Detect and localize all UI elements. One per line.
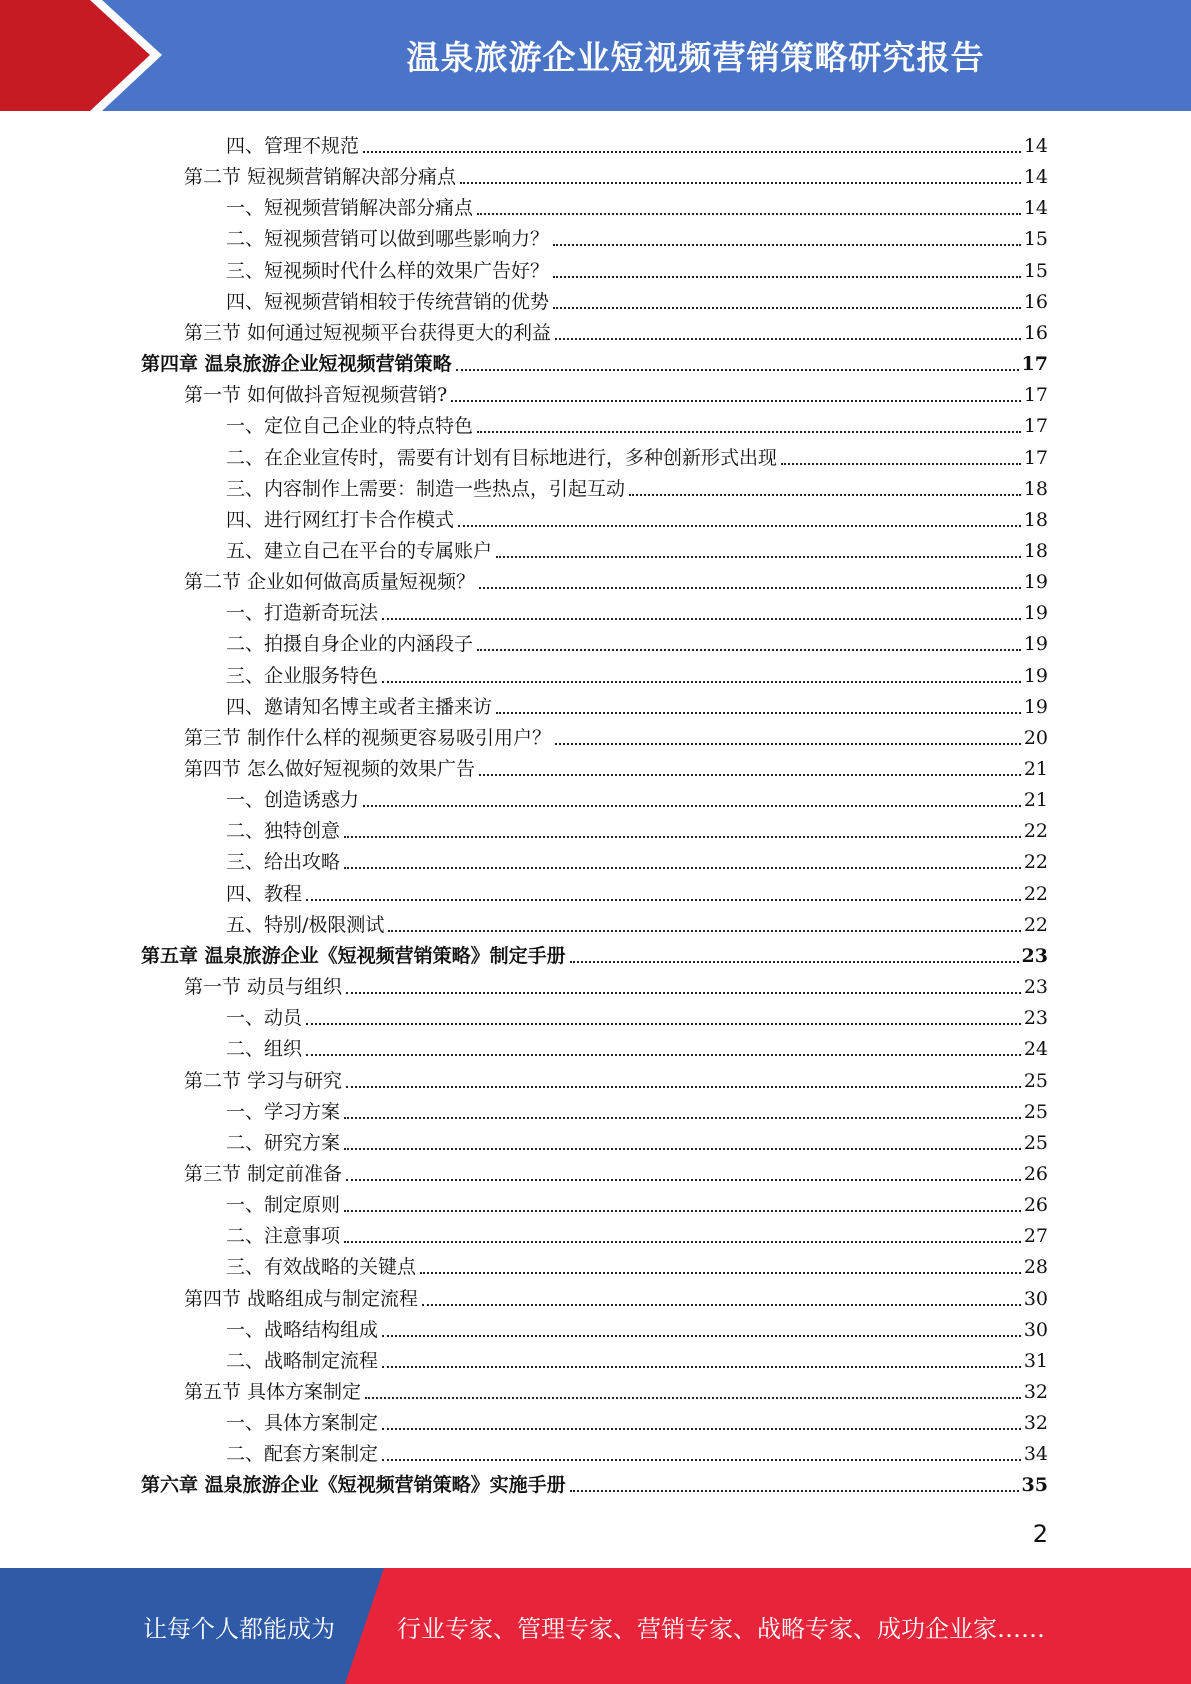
toc-entry[interactable] (226, 252, 1048, 283)
toc-entry[interactable] (226, 1311, 1048, 1342)
toc-dot-leader (553, 276, 1021, 278)
toc-entry-label: 第二节 学习与研究 (184, 1069, 343, 1092)
toc-entry[interactable] (226, 843, 1048, 874)
toc-entry-label: 二、短视频营销可以做到哪些影响力？ (226, 228, 550, 251)
toc-entry[interactable] (184, 314, 1048, 345)
toc-entry-label: 第四章 温泉旅游企业短视频营销策略 (141, 353, 452, 376)
toc-dot-leader (477, 431, 1021, 433)
toc-entry-label: 第一节 动员与组织 (184, 976, 343, 999)
toc-dot-leader (382, 618, 1021, 620)
toc-dot-leader (496, 556, 1021, 558)
toc-entry-page: 24 (1023, 1038, 1048, 1061)
toc-entry-page: 31 (1023, 1349, 1048, 1372)
toc-entry-label: 二、研究方案 (226, 1131, 341, 1154)
toc-entry[interactable] (226, 688, 1048, 719)
toc-entry-page: 32 (1023, 1412, 1048, 1435)
toc-entry-page: 22 (1023, 851, 1048, 874)
toc-entry-label: 二、配套方案制定 (226, 1443, 379, 1466)
toc-entry[interactable] (226, 1404, 1048, 1435)
toc-entry[interactable] (226, 501, 1048, 532)
toc-entry-label: 一、定位自己企业的特点特色 (226, 415, 474, 438)
toc-dot-leader (555, 338, 1021, 340)
toc-entry[interactable] (184, 1280, 1048, 1311)
toc-dot-leader (344, 1210, 1021, 1212)
toc-dot-leader (344, 1148, 1021, 1150)
toc-entry-page: 30 (1023, 1318, 1048, 1341)
toc-entry-page: 23 (1023, 1007, 1048, 1030)
toc-dot-leader (382, 1335, 1021, 1337)
toc-dot-leader (346, 1179, 1021, 1181)
toc-entry-label: 三、给出攻略 (226, 851, 341, 874)
toc-dot-leader (363, 151, 1021, 153)
toc-dot-leader (306, 1023, 1021, 1025)
toc-entry[interactable] (226, 1030, 1048, 1061)
toc-entry-page: 26 (1023, 1194, 1048, 1217)
toc-entry-page: 34 (1023, 1443, 1048, 1466)
toc-entry-label: 二、注意事项 (226, 1225, 341, 1248)
toc-entry-page: 22 (1023, 913, 1048, 936)
toc-entry-page: 28 (1023, 1256, 1048, 1279)
toc-entry-label: 四、邀请知名博主或者主播来访 (226, 695, 493, 718)
toc-entry[interactable] (226, 470, 1048, 501)
toc-entry[interactable] (226, 1124, 1048, 1155)
toc-dot-leader (458, 525, 1021, 527)
toc-dot-leader (346, 1086, 1021, 1088)
toc-entry[interactable] (226, 407, 1048, 438)
toc-dot-leader (460, 182, 1021, 184)
page-title: 温泉旅游企业短视频营销策略研究报告 (406, 38, 985, 77)
toc-entry-page: 16 (1023, 321, 1048, 344)
toc-entry-page: 16 (1023, 290, 1048, 313)
toc-dot-leader (422, 1304, 1021, 1306)
toc-entry-label: 第三节 制定前准备 (184, 1162, 343, 1185)
toc-entry[interactable] (226, 220, 1048, 251)
toc-entry[interactable] (226, 906, 1048, 937)
toc-entry-label: 二、组织 (226, 1038, 303, 1061)
toc-entry-label: 第二节 企业如何做高质量短视频？ (184, 571, 476, 594)
toc-entry-page: 19 (1023, 664, 1048, 687)
toc-entry-page: 18 (1023, 539, 1048, 562)
toc-entry-page: 18 (1023, 477, 1048, 500)
toc-entry-label: 第五节 具体方案制定 (184, 1381, 362, 1403)
toc-entry-page: 17 (1023, 415, 1048, 438)
toc-dot-leader (553, 307, 1021, 309)
toc-entry-page: 17 (1023, 446, 1048, 469)
toc-entry-label: 四、教程 (226, 882, 303, 905)
toc-entry[interactable] (226, 1217, 1048, 1248)
toc-entry-label: 第一节 如何做抖音短视频营销? (184, 384, 448, 407)
toc-dot-leader (363, 805, 1021, 807)
toc-dot-leader (456, 369, 1019, 371)
toc-dot-leader (344, 1241, 1021, 1243)
page-header (0, 0, 1191, 111)
toc-entry[interactable] (184, 158, 1048, 189)
toc-entry-page: 17 (1021, 353, 1048, 376)
toc-entry-page: 22 (1023, 882, 1048, 905)
toc-entry[interactable] (226, 594, 1048, 625)
toc-dot-leader (781, 463, 1021, 465)
toc-dot-leader (479, 774, 1021, 776)
toc-entry-label: 第二节 短视频营销解决部分痛点 (184, 166, 457, 189)
toc-dot-leader (420, 1272, 1021, 1274)
page-number: 2 (1032, 1520, 1048, 1548)
toc-entry-page: 19 (1023, 695, 1048, 718)
toc-entry-label: 五、特别/极限测试 (226, 913, 385, 936)
toc-entry-label: 二、独特创意 (226, 820, 341, 843)
toc-dot-leader (477, 649, 1021, 651)
toc-dot-leader (388, 930, 1020, 932)
toc-entry[interactable] (184, 1373, 1048, 1404)
toc-entry[interactable] (184, 719, 1048, 750)
toc-dot-leader (451, 400, 1021, 402)
toc-entry-label: 三、短视频时代什么样的效果广告好？ (226, 259, 550, 282)
toc-entry-label: 第四节 战略组成与制定流程 (184, 1287, 419, 1310)
footer-slogan: 让每个人都能成为 (143, 1614, 335, 1643)
toc-entry-label: 第三节 制作什么样的视频更容易吸引用户？ (184, 726, 552, 749)
toc-entry[interactable] (184, 750, 1048, 781)
toc-entry-page: 18 (1023, 508, 1048, 531)
toc-entry[interactable] (184, 1062, 1048, 1093)
toc-entry[interactable] (141, 937, 1048, 968)
toc-entry-label: 一、创造诱惑力 (226, 789, 360, 812)
toc-entry[interactable] (141, 345, 1048, 376)
toc-entry-page: 19 (1023, 571, 1048, 594)
toc-entry-page: 19 (1023, 633, 1048, 656)
toc-entry[interactable] (226, 657, 1048, 688)
toc-entry[interactable] (184, 968, 1048, 999)
toc-entry-page: 25 (1023, 1131, 1048, 1154)
toc-entry[interactable] (226, 1342, 1048, 1373)
toc-dot-leader (553, 244, 1021, 246)
toc-entry-page: 19 (1023, 602, 1048, 625)
toc-dot-leader (346, 992, 1021, 994)
toc-entry-page: 21 (1023, 789, 1048, 812)
toc-entry-label: 二、拍摄自身企业的内涵段子 (226, 633, 474, 656)
toc-entry[interactable] (184, 376, 1048, 407)
toc-entry-label: 一、动员 (226, 1007, 303, 1030)
toc-dot-leader (365, 1397, 1021, 1399)
toc-entry-label: 三、内容制作上需要：制造一些热点，引起互动 (226, 477, 626, 500)
toc-dot-leader (629, 494, 1021, 496)
toc-entry-label: 一、打造新奇玩法 (226, 602, 379, 625)
toc-entry-label: 四、进行网红打卡合作模式 (226, 508, 455, 531)
page-footer (0, 1568, 1191, 1684)
toc-entry-page: 22 (1023, 820, 1048, 843)
toc-entry-page: 32 (1023, 1381, 1048, 1403)
toc-entry-label: 第三节 如何通过短视频平台获得更大的利益 (184, 321, 552, 344)
footer-tagline: 行业专家、管理专家、营销专家、战略专家、成功企业家…… (397, 1614, 1045, 1643)
toc-entry-page: 26 (1023, 1162, 1048, 1185)
toc-entry[interactable] (226, 625, 1048, 656)
toc-entry[interactable] (226, 812, 1048, 843)
toc-entry-label: 第四节 怎么做好短视频的效果广告 (184, 758, 476, 780)
toc-entry-page: 23 (1023, 976, 1048, 999)
toc-entry-page: 35 (1021, 1474, 1048, 1497)
toc-entry-label: 一、战略结构组成 (226, 1318, 379, 1341)
toc-entry-label: 一、具体方案制定 (226, 1412, 379, 1435)
toc-entry[interactable] (226, 189, 1048, 220)
toc-entry-page: 14 (1023, 166, 1048, 189)
toc-entry[interactable] (226, 1093, 1048, 1124)
toc-entry-label: 二、战略制定流程 (226, 1349, 379, 1372)
toc-entry[interactable] (226, 875, 1048, 906)
toc-entry-label: 一、短视频营销解决部分痛点 (226, 197, 474, 220)
toc-entry[interactable] (141, 1466, 1048, 1497)
toc-entry-page: 14 (1023, 135, 1048, 157)
toc-dot-leader (496, 712, 1021, 714)
toc-entry-label: 四、管理不规范 (226, 135, 360, 157)
toc-entry-label: 第六章 温泉旅游企业《短视频营销策略》实施手册 (141, 1474, 566, 1497)
toc-entry-label: 二、在企业宣传时，需要有计划有目标地进行，多种创新形式出现 (226, 446, 778, 469)
toc-entry[interactable] (226, 439, 1048, 470)
toc-entry-label: 三、企业服务特色 (226, 664, 379, 687)
toc-entry-page: 17 (1023, 384, 1048, 407)
toc-entry-label: 第五章 温泉旅游企业《短视频营销策略》制定手册 (141, 944, 566, 967)
toc-dot-leader (306, 1054, 1021, 1056)
toc-entry-page: 15 (1023, 228, 1048, 251)
toc-entry-page: 14 (1023, 197, 1048, 220)
toc-entry-page: 25 (1023, 1100, 1048, 1123)
toc-dot-leader (570, 1490, 1019, 1492)
toc-dot-leader (344, 836, 1021, 838)
toc-dot-leader (344, 867, 1021, 869)
toc-dot-leader (479, 587, 1021, 589)
toc-entry[interactable] (226, 532, 1048, 563)
toc-entry-page: 30 (1023, 1287, 1048, 1310)
toc-dot-leader (382, 1366, 1021, 1368)
toc-dot-leader (570, 961, 1019, 963)
toc-entry-label: 五、建立自己在平台的专属账户 (226, 539, 493, 562)
toc-entry-page: 27 (1023, 1225, 1048, 1248)
toc-entry[interactable] (226, 999, 1048, 1030)
toc-entry-page: 25 (1023, 1069, 1048, 1092)
toc-entry-page: 23 (1021, 944, 1048, 967)
toc-entry-label: 一、制定原则 (226, 1194, 341, 1217)
toc-entry[interactable] (226, 1186, 1048, 1217)
toc-entry[interactable] (184, 1155, 1048, 1186)
toc-entry[interactable] (226, 1435, 1048, 1466)
toc-entry-page: 15 (1023, 259, 1048, 282)
toc-dot-leader (477, 213, 1021, 215)
toc-dot-leader (555, 743, 1021, 745)
toc-entry-label: 三、有效战略的关键点 (226, 1256, 417, 1279)
toc-entry-label: 四、短视频营销相较于传统营销的优势 (226, 290, 550, 313)
toc-entry-label: 一、学习方案 (226, 1100, 341, 1123)
toc-entry[interactable] (184, 563, 1048, 594)
toc-dot-leader (382, 1428, 1021, 1430)
toc-entry[interactable] (226, 127, 1048, 158)
toc-entry-page: 21 (1023, 758, 1048, 780)
toc-dot-leader (382, 1459, 1021, 1461)
toc-entry-page: 20 (1023, 726, 1048, 749)
toc-entry[interactable] (226, 283, 1048, 314)
toc-dot-leader (344, 1117, 1021, 1119)
toc-entry[interactable] (226, 1248, 1048, 1279)
toc-dot-leader (306, 899, 1021, 901)
toc-dot-leader (382, 681, 1021, 683)
toc-entry[interactable] (226, 781, 1048, 812)
